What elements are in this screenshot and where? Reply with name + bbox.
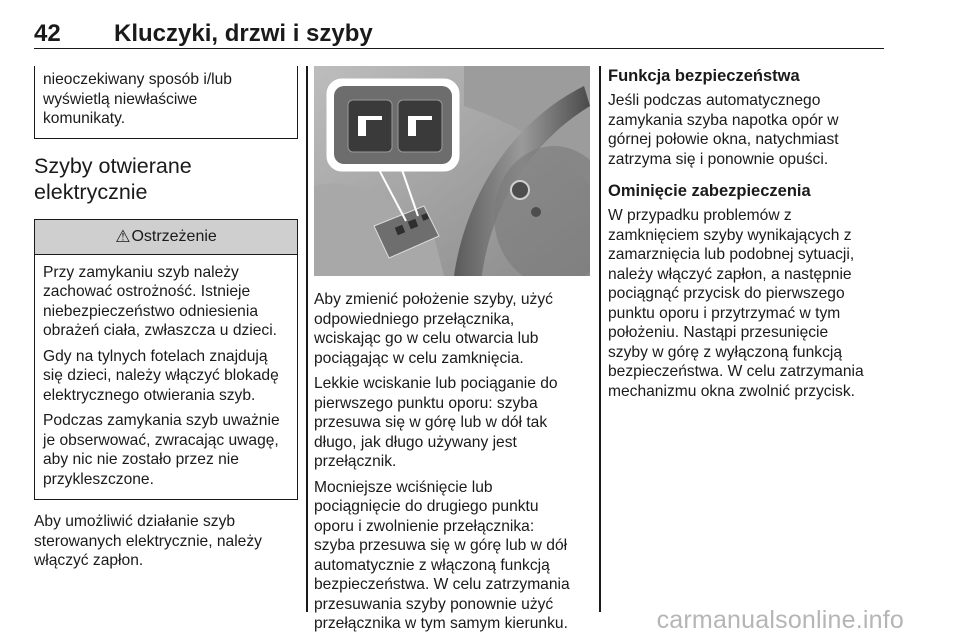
column-divider — [599, 66, 601, 612]
column-right — [608, 66, 888, 401]
subheading-safety-function: Funkcja bezpieczeństwa — [608, 67, 800, 85]
warning-paragraph: Gdy na tylnych fotelach znajdują się dzieci, należy włączyć blokadę elektrycznego otwierania szyb. — [43, 347, 279, 404]
column-divider — [306, 66, 308, 612]
window-switch-illustration — [314, 66, 590, 276]
warning-header — [35, 220, 297, 255]
body-paragraph: W przypadku problemów z zamknięciem szyby wynikających z zamarznięcia lub podobnej sytuacji, należy włączyć zapłon, a następnie pociągnąć przycisk do pierwszego punktu oporu i przytrzymać w tym położeniu. Nastąpi przesunięcie szyby w górę z wyłączoną funkcją bezpieczeństwa. W celu zatrzymania mechanizmu okna zwolnić przycisk. — [608, 207, 864, 400]
page-number: 42 — [34, 20, 61, 47]
warning-paragraph: Przy zamykaniu szyb należy zachować ostrożność. Istnieje niebezpieczeństwo odniesienia obrażeń ciała, zwłaszcza u dzieci. — [43, 263, 278, 339]
warning-paragraph: Podczas zamykania szyb uważnie je obserwować, zwracając uwagę, aby nic nie zostało przez nie przykleszczone. — [43, 412, 280, 488]
section-title: Szyby otwierane elektrycznie — [34, 153, 192, 204]
continuation-text: nieoczekiwany sposób i/lub wyświetlą niewłaściwe komunikaty. — [43, 71, 232, 127]
body-paragraph: Jeśli podczas automatycznego zamykania szyba napotka opór w górnej połowie okna, natychmiast zatrzyma się i ponownie opuści. — [608, 92, 839, 168]
body-paragraph: Lekkie wciskanie lub pociąganie do pierwszego punktu oporu: szyba przesuwa się w górę lub w dół tak długo, jak długo używany jest przełącznik. — [314, 375, 558, 470]
watermark: carmanualsonline.info — [656, 606, 904, 634]
chapter-title: Kluczyki, drzwi i szyby — [114, 20, 373, 47]
column-middle — [314, 66, 590, 634]
page-header — [34, 8, 884, 49]
body-paragraph: Aby umożliwić działanie szyb sterowanych elektrycznie, należy włączyć zapłon. — [34, 513, 262, 569]
warning-box — [34, 219, 298, 501]
subheading-override: Ominięcie zabezpieczenia — [608, 182, 811, 200]
warning-title: Ostrzeżenie — [131, 227, 217, 245]
column-left — [34, 66, 298, 571]
warning-continuation-box — [34, 66, 298, 139]
body-paragraph: Aby zmienić położenie szyby, użyć odpowiedniego przełącznika, wciskając go w celu otwarcia lub pociągając w celu zamknięcia. — [314, 291, 553, 367]
warning-body — [35, 255, 297, 500]
warning-triangle-icon: ⚠ — [115, 226, 131, 246]
body-paragraph: Mocniejsze wciśnięcie lub pociągnięcie do drugiego punktu oporu i zwolnienie przełącznika: szyba przesuwa się w górę lub w dół automatycznie z włączoną funkcją bezpieczeństwa. W celu zatrzymania przesuwania szyby ponownie użyć przełącznika w tym samym kierunku. — [314, 478, 570, 632]
